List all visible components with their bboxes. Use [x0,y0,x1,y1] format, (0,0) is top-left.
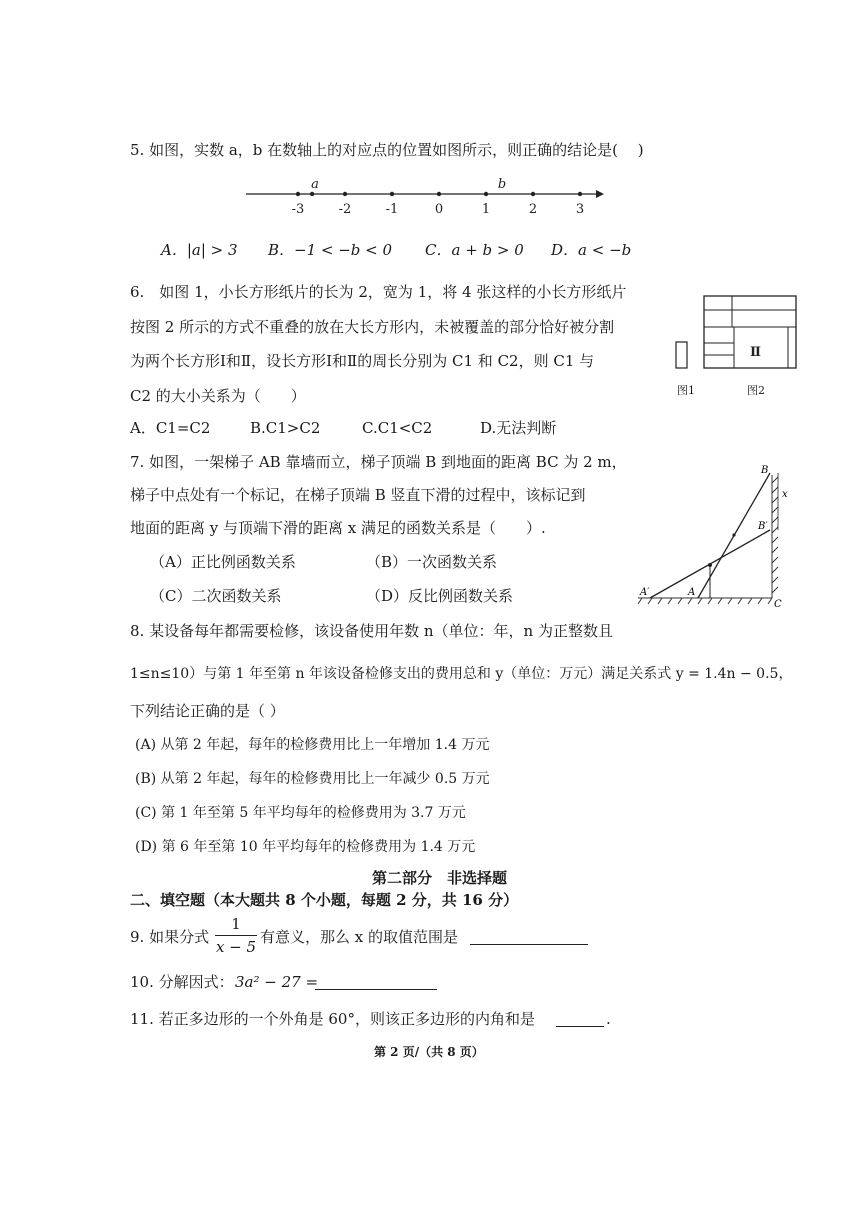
q6-option-b[interactable]: B.C1>C2 [250,419,321,437]
q8-line-3: 下列结论正确的是（ ） [130,702,285,720]
number-line-arrow [596,190,604,198]
q8-line-2: 1≤n≤10）与第 1 年至第 n 年该设备检修支出的费用总和 y（单位：万元）满足关系式 y = 1.4n − 0.5， [130,666,793,682]
tick-label-2: -1 [385,202,399,217]
q5-stem: 5. 如图，实数 a，b 在数轴上的对应点的位置如图所示，则正确的结论是( ) [130,141,644,159]
fig2-region-label: Ⅱ [750,345,761,360]
label-B: B [761,465,769,476]
q9-denominator: x − 5 [215,938,257,956]
q7-line-1: 7. 如图，一架梯子 AB 靠墙而立，梯子顶端 B 到地面的距离 BC 为 2 m， [130,453,627,471]
q9-prefix: 9. 如果分式 [130,928,210,946]
q6-option-a[interactable]: A．C1=C2 [130,419,211,437]
tick-dot-2 [390,192,394,196]
point-a-dot [310,192,314,196]
q6-option-c[interactable]: C.C1<C2 [362,419,433,437]
point-a-label: a [311,177,319,192]
fig2-caption: 图2 [747,384,765,397]
q11-end: . [606,1010,611,1028]
tick-dot-4 [484,192,488,196]
tick-dot-1 [343,192,347,196]
tick-dot-3 [437,192,441,196]
q10-answer-blank[interactable] [315,989,437,990]
q9-numerator: 1 [215,915,257,936]
q8-option-b[interactable]: (B) 从第 2 年起，每年的检修费用比上一年减少 0.5 万元 [135,771,490,787]
q7-ladder-figure [630,455,790,615]
q6-line-1: 6. 如图 1，小长方形纸片的长为 2，宽为 1，将 4 张这样的小长方形纸片 [130,283,627,301]
part2-title: 第二部分 非选择题 [372,869,508,887]
label-A: A [688,587,696,598]
q9-answer-blank[interactable] [470,944,588,945]
q9-fraction [215,915,257,956]
q11-text: 11. 若正多边形的一个外角是 60°，则该正多边形的内角和是 [130,1010,535,1028]
q6-option-d[interactable]: D.无法判断 [480,419,557,437]
tick-label-4: 1 [481,202,491,217]
q7-line-3: 地面的距离 y 与顶端下滑的距离 x 满足的函数关系是（ ）. [130,519,546,537]
q5-option-c[interactable]: C．a + b > 0 [425,241,524,259]
tick-label-1: -2 [338,202,352,217]
q5-option-d[interactable]: D．a < −b [551,241,632,259]
q6-line-2: 按图 2 所示的方式不重叠的放在大长方形内，未被覆盖的部分恰好被分割 [130,318,615,336]
tick-dot-6 [578,192,582,196]
q8-option-a[interactable]: (A) 从第 2 年起，每年的检修费用比上一年增加 1.4 万元 [135,737,490,753]
number-line [0,0,868,230]
q7-option-a[interactable]: （A）正比例函数关系 [150,553,296,571]
q8-option-c[interactable]: (C) 第 1 年至第 5 年平均每年的检修费用为 3.7 万元 [135,805,466,821]
q7-option-c[interactable]: （C）二次函数关系 [150,587,282,605]
tick-dot-5 [531,192,535,196]
q10-prefix: 10. 分解因式： [130,973,234,991]
q5-option-a[interactable]: A．|a| > 3 [161,241,238,259]
tick-label-0: -3 [291,202,305,217]
q7-option-b[interactable]: （B）一次函数关系 [366,553,498,571]
q8-option-d[interactable]: (D) 第 6 年至第 10 年平均每年的检修费用为 1.4 万元 [135,839,476,855]
q7-option-d[interactable]: （D）反比例函数关系 [366,587,514,605]
page-footer: 第 2 页/（共 8 页） [374,1045,484,1059]
q8-line-1: 8. 某设备每年都需要检修，该设备使用年数 n（单位：年，n 为正整数且 [130,622,613,640]
q11-answer-blank[interactable] [556,1026,604,1027]
label-A-prime: A′ [640,587,650,598]
tick-label-5: 2 [528,202,538,217]
point-b-label: b [497,177,507,192]
section-title: 二、填空题（本大题共 8 个小题，每题 2 分，共 16 分） [130,891,519,909]
q5-option-b[interactable]: B．−1 < −b < 0 [268,241,393,259]
label-x: x [782,489,788,500]
label-B-prime: B′ [758,521,768,532]
tick-label-6: 3 [575,202,585,217]
fig1-rectangle [676,342,687,368]
q7-line-2: 梯子中点处有一个标记，在梯子顶端 B 竖直下滑的过程中，该标记到 [130,486,586,504]
q10-expression: 3a² − 27 = [235,973,319,991]
fig1-caption: 图1 [677,384,695,397]
label-C: C [774,599,782,610]
tick-label-3: 0 [434,202,444,217]
q9-suffix: 有意义，那么 x 的取值范围是 [260,928,458,946]
tick-dot-0 [296,192,300,196]
q6-line-4: C2 的大小关系为（ ） [130,387,306,405]
q6-line-3: 为两个长方形Ⅰ和Ⅱ，设长方形Ⅰ和Ⅱ的周长分别为 C1 和 C2，则 C1 与 [130,352,595,370]
